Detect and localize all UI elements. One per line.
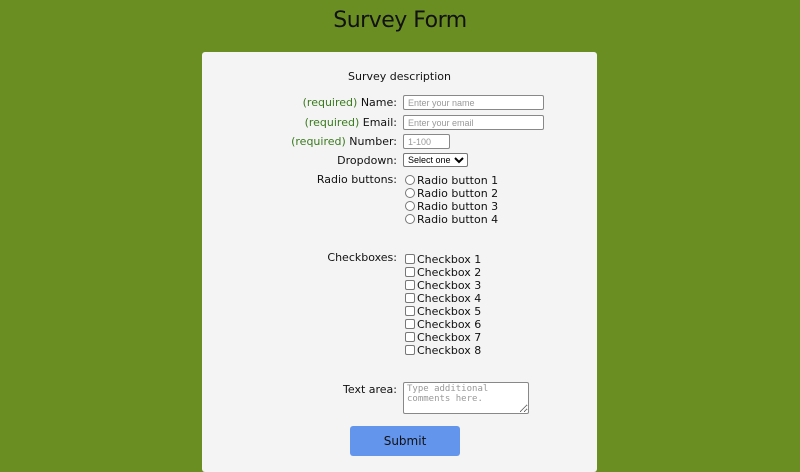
required-tag: (required) xyxy=(291,135,346,148)
checkbox-option-7[interactable]: Checkbox 7 xyxy=(405,331,481,344)
checkbox-option-6[interactable]: Checkbox 6 xyxy=(405,318,481,331)
checkbox-icon[interactable] xyxy=(405,319,415,329)
radio-option-2[interactable]: Radio button 2 xyxy=(405,187,498,200)
required-tag: (required) xyxy=(304,116,360,129)
checkbox-option-4[interactable]: Checkbox 4 xyxy=(405,292,481,305)
checkbox-icon[interactable] xyxy=(405,306,415,316)
checkbox-option-2[interactable]: Checkbox 2 xyxy=(405,266,481,279)
number-label: (required) Number: xyxy=(291,135,397,148)
survey-form-card xyxy=(202,52,597,472)
radio-option-3[interactable]: Radio button 3 xyxy=(405,200,498,213)
survey-description: Survey description xyxy=(348,70,451,83)
comments-textarea[interactable] xyxy=(403,382,529,414)
checkbox-option-5[interactable]: Checkbox 5 xyxy=(405,305,481,318)
required-tag: (required) xyxy=(302,96,358,109)
email-label: (required) Email: xyxy=(304,116,397,129)
checkbox-icon[interactable] xyxy=(405,293,415,303)
email-input[interactable] xyxy=(403,115,544,130)
dropdown-select[interactable] xyxy=(403,153,468,167)
checkbox-option-1[interactable]: Checkbox 1 xyxy=(405,253,481,266)
checkbox-icon[interactable] xyxy=(405,332,415,342)
checkboxes-label: Checkboxes: xyxy=(327,251,397,264)
submit-button[interactable]: Submit xyxy=(350,426,460,456)
radio-icon[interactable] xyxy=(405,201,415,211)
radio-label: Radio buttons: xyxy=(316,173,397,186)
radio-icon[interactable] xyxy=(405,214,415,224)
checkbox-icon[interactable] xyxy=(405,267,415,277)
checkbox-icon[interactable] xyxy=(405,280,415,290)
name-label: (required) Name: xyxy=(302,96,397,109)
checkbox-icon[interactable] xyxy=(405,254,415,264)
radio-icon[interactable] xyxy=(405,188,415,198)
number-input[interactable] xyxy=(403,134,450,149)
page-title: Survey Form xyxy=(333,8,467,33)
checkbox-icon[interactable] xyxy=(405,345,415,355)
name-input[interactable] xyxy=(403,95,544,110)
checkbox-option-3[interactable]: Checkbox 3 xyxy=(405,279,481,292)
textarea-label: Text area: xyxy=(343,383,397,396)
radio-option-4[interactable]: Radio button 4 xyxy=(405,213,498,226)
dropdown-label: Dropdown: xyxy=(337,154,397,167)
checkbox-option-8[interactable]: Checkbox 8 xyxy=(405,344,481,357)
radio-icon[interactable] xyxy=(405,175,415,185)
radio-option-1[interactable]: Radio button 1 xyxy=(405,174,498,187)
